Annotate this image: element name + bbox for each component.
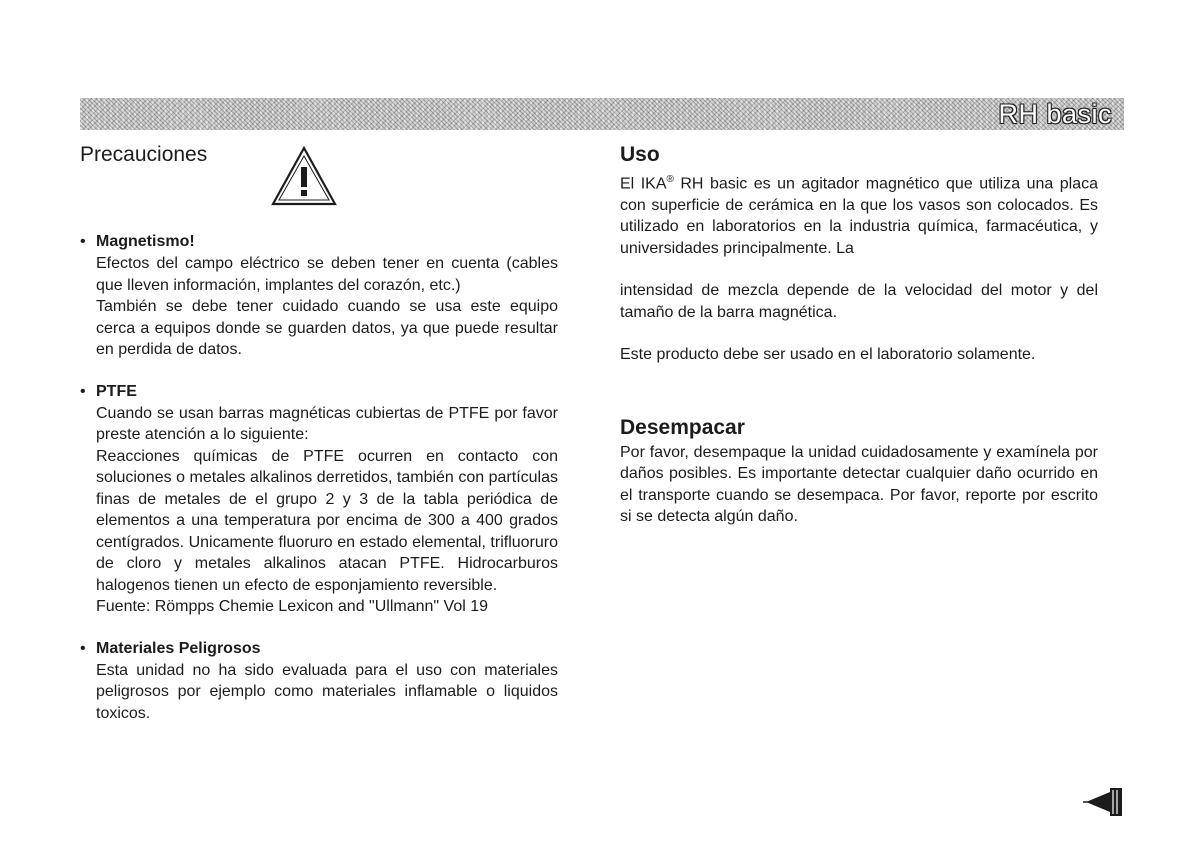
bullet-title: PTFE <box>96 382 137 400</box>
desempacar-paragraph: Por favor, desempaque la unidad cuidadosamente y examínela por daños posibles. Es importante detectar cualquier daño ocurrido en el transporte cuando se desempaca. Por favor, reporte por escrito si se detecta algún daño. <box>620 443 1098 526</box>
paragraph: Esta unidad no ha sido evaluada para el uso con materiales peligrosos por ejemplo como materiales inflamable o liquidos toxicos. <box>96 661 558 722</box>
bullet-title: Magnetismo! <box>96 233 195 250</box>
bullet-ptfe <box>80 381 558 618</box>
precautions-heading: Precauciones <box>80 143 208 166</box>
header-band <box>80 98 1124 130</box>
paragraph: Efectos del campo eléctrico se deben tener en cuenta (cables que lleven información, implantes del corazón, etc.) <box>96 255 558 294</box>
bullet-materiales-peligrosos <box>80 638 558 725</box>
bullet-marker: • <box>80 233 86 250</box>
bullet-body <box>96 660 558 725</box>
paragraph: Reacciones químicas de PTFE ocurren en contacto con soluciones o metales alkalinos derretidos, también con partículas finas de metales de el grupo 2 y 3 de la tabla periódica de elementos a una temperatura por encima de 300 a 400 grados centígrados. Unicamente fluoruro en estado elemental, trifluoruro de cloro y metales alkalinos atacan PTFE. Hidrocarburos halogenos tienen un efecto de esponjamiento reversible. <box>96 447 558 594</box>
paragraph: Cuando se usan barras magnéticas cubiertas de PTFE por favor preste atención a lo siguiente: <box>96 404 558 443</box>
bullet-body <box>96 403 558 618</box>
bullet-body <box>96 253 558 361</box>
registered-mark: ® <box>666 174 674 185</box>
page-marker-icon <box>1082 782 1126 818</box>
warning-triangle-icon <box>270 145 338 207</box>
uso-lab-only-paragraph: Este producto debe ser usado en el laboratorio solamente. <box>620 346 1036 364</box>
uso-intro <box>620 169 1098 259</box>
desempacar-section <box>620 414 1098 528</box>
bullet-marker: • <box>80 382 86 400</box>
bullet-title: Materiales Peligrosos <box>96 639 261 657</box>
source-citation: Fuente: Römpps Chemie Lexicon and "Ullmann" Vol 19 <box>96 598 489 615</box>
uso-heading: Uso <box>620 143 660 166</box>
desempacar-heading: Desempacar <box>620 415 745 439</box>
bullet-magnetismo <box>80 231 558 361</box>
paragraph: También se debe tener cuidado cuando se usa este equipo cerca a equipos donde se guarden datos, ya que puede resultar en perdida de datos. <box>96 298 558 358</box>
uso-intro-rest: RH basic es un agitador magnético que utiliza una placa con superficie de cerámica en la que los vasos son colocados. Es utilizado en laboratorios en la industria química, farmacéutica, y universidades principalmente. La <box>620 175 1098 257</box>
precautions-column <box>80 141 558 724</box>
uso-intro-start: El IKA <box>620 175 667 193</box>
usage-column <box>620 141 1098 528</box>
uso-mixing-paragraph: intensidad de mezcla depende de la velocidad del motor y del tamaño de la barra magnética. <box>620 282 1098 321</box>
bullet-marker: • <box>80 639 86 657</box>
header-title: RH basic <box>998 99 1112 129</box>
